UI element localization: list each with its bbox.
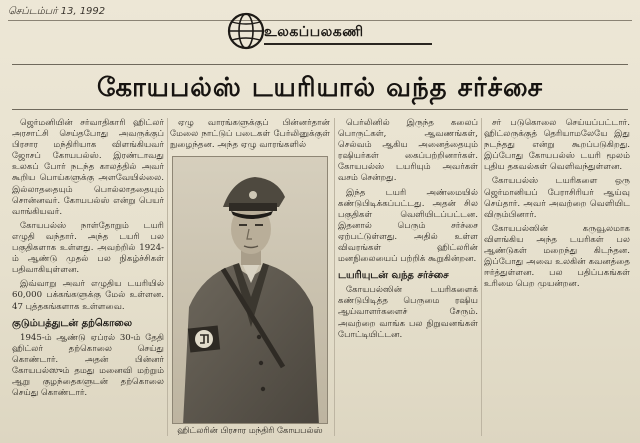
issue-date: செப்டம்பர் 13, 1992 bbox=[8, 6, 106, 17]
column-divider bbox=[167, 118, 168, 436]
paragraph: கோயபல்ஸின் கருவூலமாக விளங்கிய அந்த டயரிகள் பல ஆண்டுகள் மறைந்து கிடந்தன. இப்போது அவை உலகின் கவனத்தை ஈர்த்துள்ளன. பல பதிப்பகங்கள் உரிமை பெற முயன்றன. bbox=[484, 223, 630, 290]
paragraph: கோயபல்ஸ் நாள்தோறும் டயரி எழுதி வந்தார். அந்த டயரி பல பகுதிகளாக உள்ளது. அவற்றில் 1924-ம் ஆண்டு முதல் பல நிகழ்ச்சிகள் பதிவாகியுள்ளன. bbox=[12, 220, 164, 276]
section-underline bbox=[264, 43, 432, 45]
article-column-4 bbox=[484, 118, 630, 438]
section-title: உலகப்பலகணி bbox=[264, 24, 364, 40]
column-divider bbox=[334, 118, 335, 436]
article-column-2-intro bbox=[170, 118, 330, 152]
article-column-3 bbox=[338, 118, 478, 438]
column-divider bbox=[481, 118, 482, 436]
portrait-photo bbox=[172, 156, 328, 424]
section-header bbox=[226, 10, 436, 56]
paragraph: சர் படுகொலை செய்யப்பட்டார். ஹிட்லருக்குத் தெரியாமலேயே இது நடந்தது என்று கூறப்படுகிறது. இப்போது கோயபல்ஸ் டயரி மூலம் புதிய தகவல்கள் வெளிவந்துள்ளன. bbox=[484, 118, 630, 173]
subheading: குடும்பத்துடன் தற்கொலை bbox=[12, 317, 133, 329]
paragraph: இவ்வாறு அவர் எழுதிய டயரியில் 60,000 பக்கங்களுக்கு மேல் உள்ளன. 47 புத்தகங்களாக உள்ளவை. bbox=[12, 279, 164, 312]
paragraph: கோயபல்ஸின் டயரிகளைக் கண்டுபிடித்த பெருமை ரஷிய ஆய்வாளர்களைச் சேரும். அவற்றை வாங்க பல நிறுவனங்கள் போட்டியிட்டன. bbox=[338, 285, 478, 340]
article-column-1 bbox=[12, 118, 164, 438]
subheading: டயரியுடன் வந்த சர்ச்சை bbox=[338, 270, 449, 282]
paragraph: பெர்லினில் இருந்த கலைப் பொருட்கள், ஆவணங்கள், செல்வம் ஆகிய அனைத்தையும் ரஷியர்கள் கைப்பற்றினார்கள். கோயபல்ஸ் டயரியும் அவர்கள் வசம் சென்றது. bbox=[338, 118, 478, 184]
officer-portrait-image bbox=[173, 157, 328, 424]
photo-caption: ஹிட்லரின் பிரசார மந்திரி கோயபல்ஸ் bbox=[177, 426, 323, 436]
globe-icon bbox=[226, 10, 266, 52]
headline-band bbox=[12, 64, 628, 110]
paragraph: ஏழு வாரங்களுக்குப் பின்னர்தான் மேலை நாட்டுப் படைகள் பேர்லினுக்குள் நுழைந்தன. அந்த ஏழு வாரங்களில் bbox=[170, 118, 330, 151]
paragraph: இந்த டயரி அண்மையில் கண்டுபிடிக்கப்பட்டது. அதன் சில பகுதிகள் வெளியிடப்பட்டன. இதனால் பெரும் சர்ச்சை ஏற்பட்டுள்ளது. அதில் உள்ள விவரங்கள் ஹிட்லரின் மனநிலையைப் பற்றிக் கூறுகின்றன. bbox=[338, 187, 478, 265]
paragraph: கோயபல்ஸ் டயரிகளை ஒரு ஜெர்மானியப் பேராசிரியர் ஆய்வு செய்தார். அவர் அவற்றை வெளியிட விரும்பினார். bbox=[484, 176, 630, 220]
headline: கோயபல்ஸ் டயரியால் வந்த சர்ச்சை bbox=[96, 73, 544, 103]
paragraph: ஜெர்மனியின் சர்வாதிகாரி ஹிட்லர் அரசாட்சி செய்தபோது அவருக்குப் பிரசார மந்திரியாக விளங்கியவர் ஜோசப் கோயபல்ஸ். இரண்டாவது உலகப் போர் நடந்த காலத்தில் அவர் கூறிய பொய்களுக்கு அளவேயில்லை. இல்லாததையும் பொல்லாததையும் சொன்னவர். கோயபல்ஸ் என்று பெயர் வாங்கியவர். bbox=[12, 118, 164, 217]
paragraph: 1945-ம் ஆண்டு ஏப்ரல் 30-ம் தேதி ஹிட்லர் தற்கொலை செய்து கொண்டார். அதன் பின்னர் கோயபல்ஸும் தமது மனைவி மற்றும் ஆறு குழந்தைகளுடன் தற்கொலை செய்து கொண்டார். bbox=[12, 332, 164, 399]
